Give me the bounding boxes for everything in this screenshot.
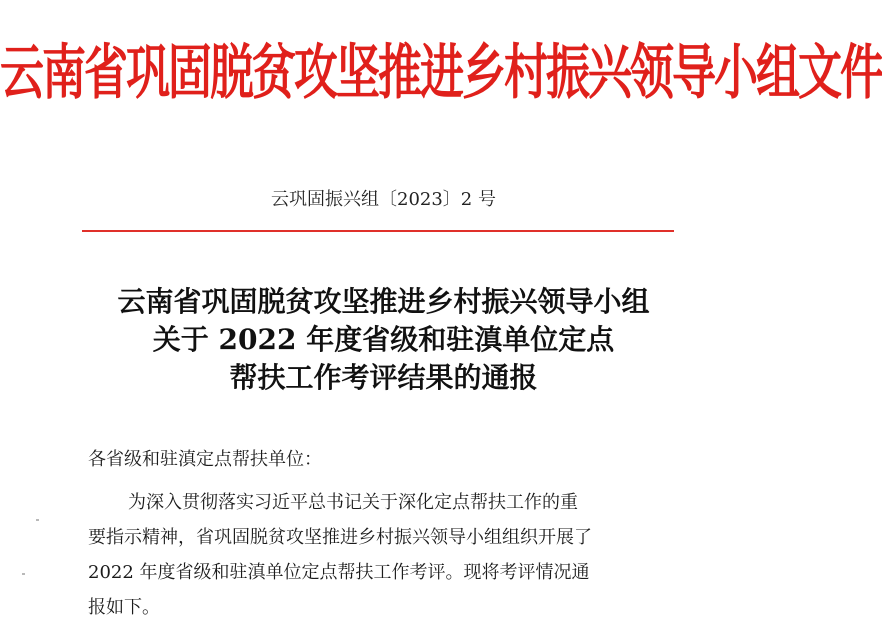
scan-speck: [22, 573, 25, 575]
body-paragraph: [88, 485, 678, 625]
document-header: [0, 34, 882, 114]
notice-title: [0, 283, 767, 397]
salutation: 各省级和驻滇定点帮扶单位：: [88, 449, 322, 470]
scan-speck: [36, 519, 39, 521]
body-line-1: 为深入贯彻落实习近平总书记关于深化定点帮扶工作的重: [128, 492, 578, 513]
red-divider-line: [82, 230, 674, 232]
document-number: 云巩固振兴组〔2023〕2 号: [271, 189, 496, 210]
notice-title-line-3: 帮扶工作考评结果的通报: [229, 361, 538, 394]
notice-title-line-1: 云南省巩固脱贫攻坚推进乡村振兴领导小组: [117, 285, 650, 318]
body-line-4: 报如下。: [88, 597, 160, 618]
issuing-authority-title: 云南省巩固脱贫攻坚推进乡村振兴领导小组文件: [0, 38, 882, 108]
body-line-3: 2022 年度省级和驻滇单位定点帮扶工作考评。现将考评情况通: [88, 562, 590, 583]
notice-title-line-2: 关于 2022 年度省级和驻滇单位定点: [152, 323, 615, 356]
body-line-2: 要指示精神，省巩固脱贫攻坚推进乡村振兴领导小组组织开展了: [88, 527, 592, 548]
